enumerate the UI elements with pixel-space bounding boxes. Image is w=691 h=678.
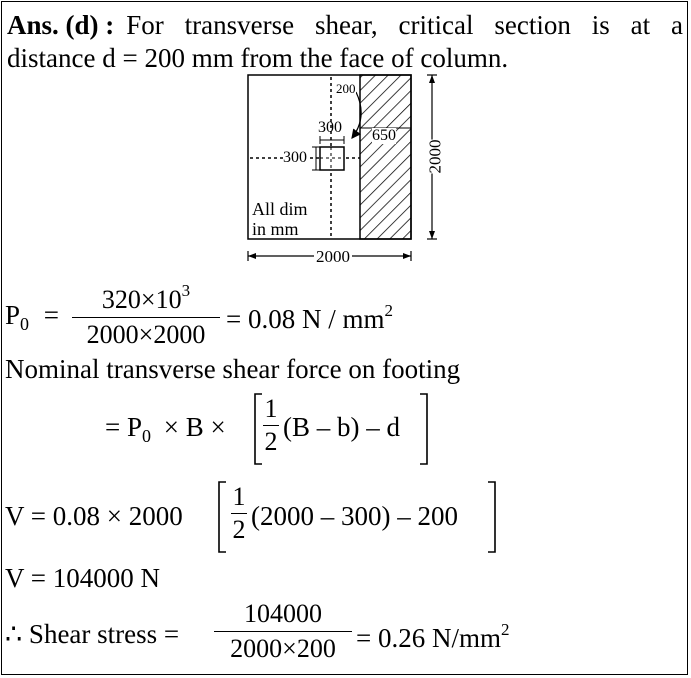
stress-rhs: = 0.26 $N/mm^2$ [356, 620, 510, 653]
nominal-half: 1 2 [264, 394, 278, 456]
note-line-1: All dim [252, 199, 308, 219]
dim-2000-bottom-label: 2000 [316, 247, 350, 266]
answer-label: Ans. (d) : [7, 10, 115, 40]
p0-lhs [5, 302, 59, 333]
answer-text-line1: For transverse shear, critical section is at a [126, 10, 683, 40]
dim-200-label: 200 [336, 81, 356, 96]
nominal-formula-lhs: = $P_0 \times B$ × [105, 412, 226, 446]
stress-denominator: 2000×200 [230, 634, 336, 663]
v-eq-lhs: V = 0.08 × 2000 [5, 501, 183, 531]
p0-denominator: 2000×2000 [86, 320, 206, 349]
stress-numerator: 104000 [244, 599, 322, 628]
v-eq-inner: (2000 – 300) – 200 [251, 501, 458, 531]
answer-line-1 [7, 12, 683, 39]
footing-diagram [238, 72, 448, 272]
v-left-bracket [216, 480, 228, 554]
stress-fraction [214, 601, 352, 662]
footing-figure [238, 72, 448, 277]
nominal-inner: (B – b) – d [283, 412, 400, 442]
p0-subscript: 0 [20, 314, 30, 334]
stress-lhs: ∴ Shear stress = [5, 619, 180, 649]
v-half: 1 2 [232, 482, 246, 544]
v-result: V = 104000 N [5, 563, 160, 593]
dim-300-top-label: 300 [318, 119, 342, 136]
hatched-zone [360, 75, 411, 239]
nominal-right-bracket [418, 392, 430, 466]
v-right-bracket [486, 480, 498, 554]
p0-rhs: = 0.08 N / $mm^2$ [226, 301, 393, 334]
p0-fraction [72, 282, 220, 348]
dim-650-label: 650 [372, 127, 396, 144]
nominal-text: Nominal transverse shear force on footing [5, 354, 461, 384]
p0-numerator: $320\times 10^3$ [101, 281, 191, 314]
note-line-2: in mm [252, 219, 299, 239]
dim-2000-right-label: 2000 [425, 139, 445, 174]
p0-equals: = [43, 300, 60, 330]
p0-symbol: P [5, 300, 21, 330]
answer-text-line2: distance d = 200 mm from the face of column. [7, 43, 509, 73]
dim-300-left-label: 300 [283, 149, 307, 166]
